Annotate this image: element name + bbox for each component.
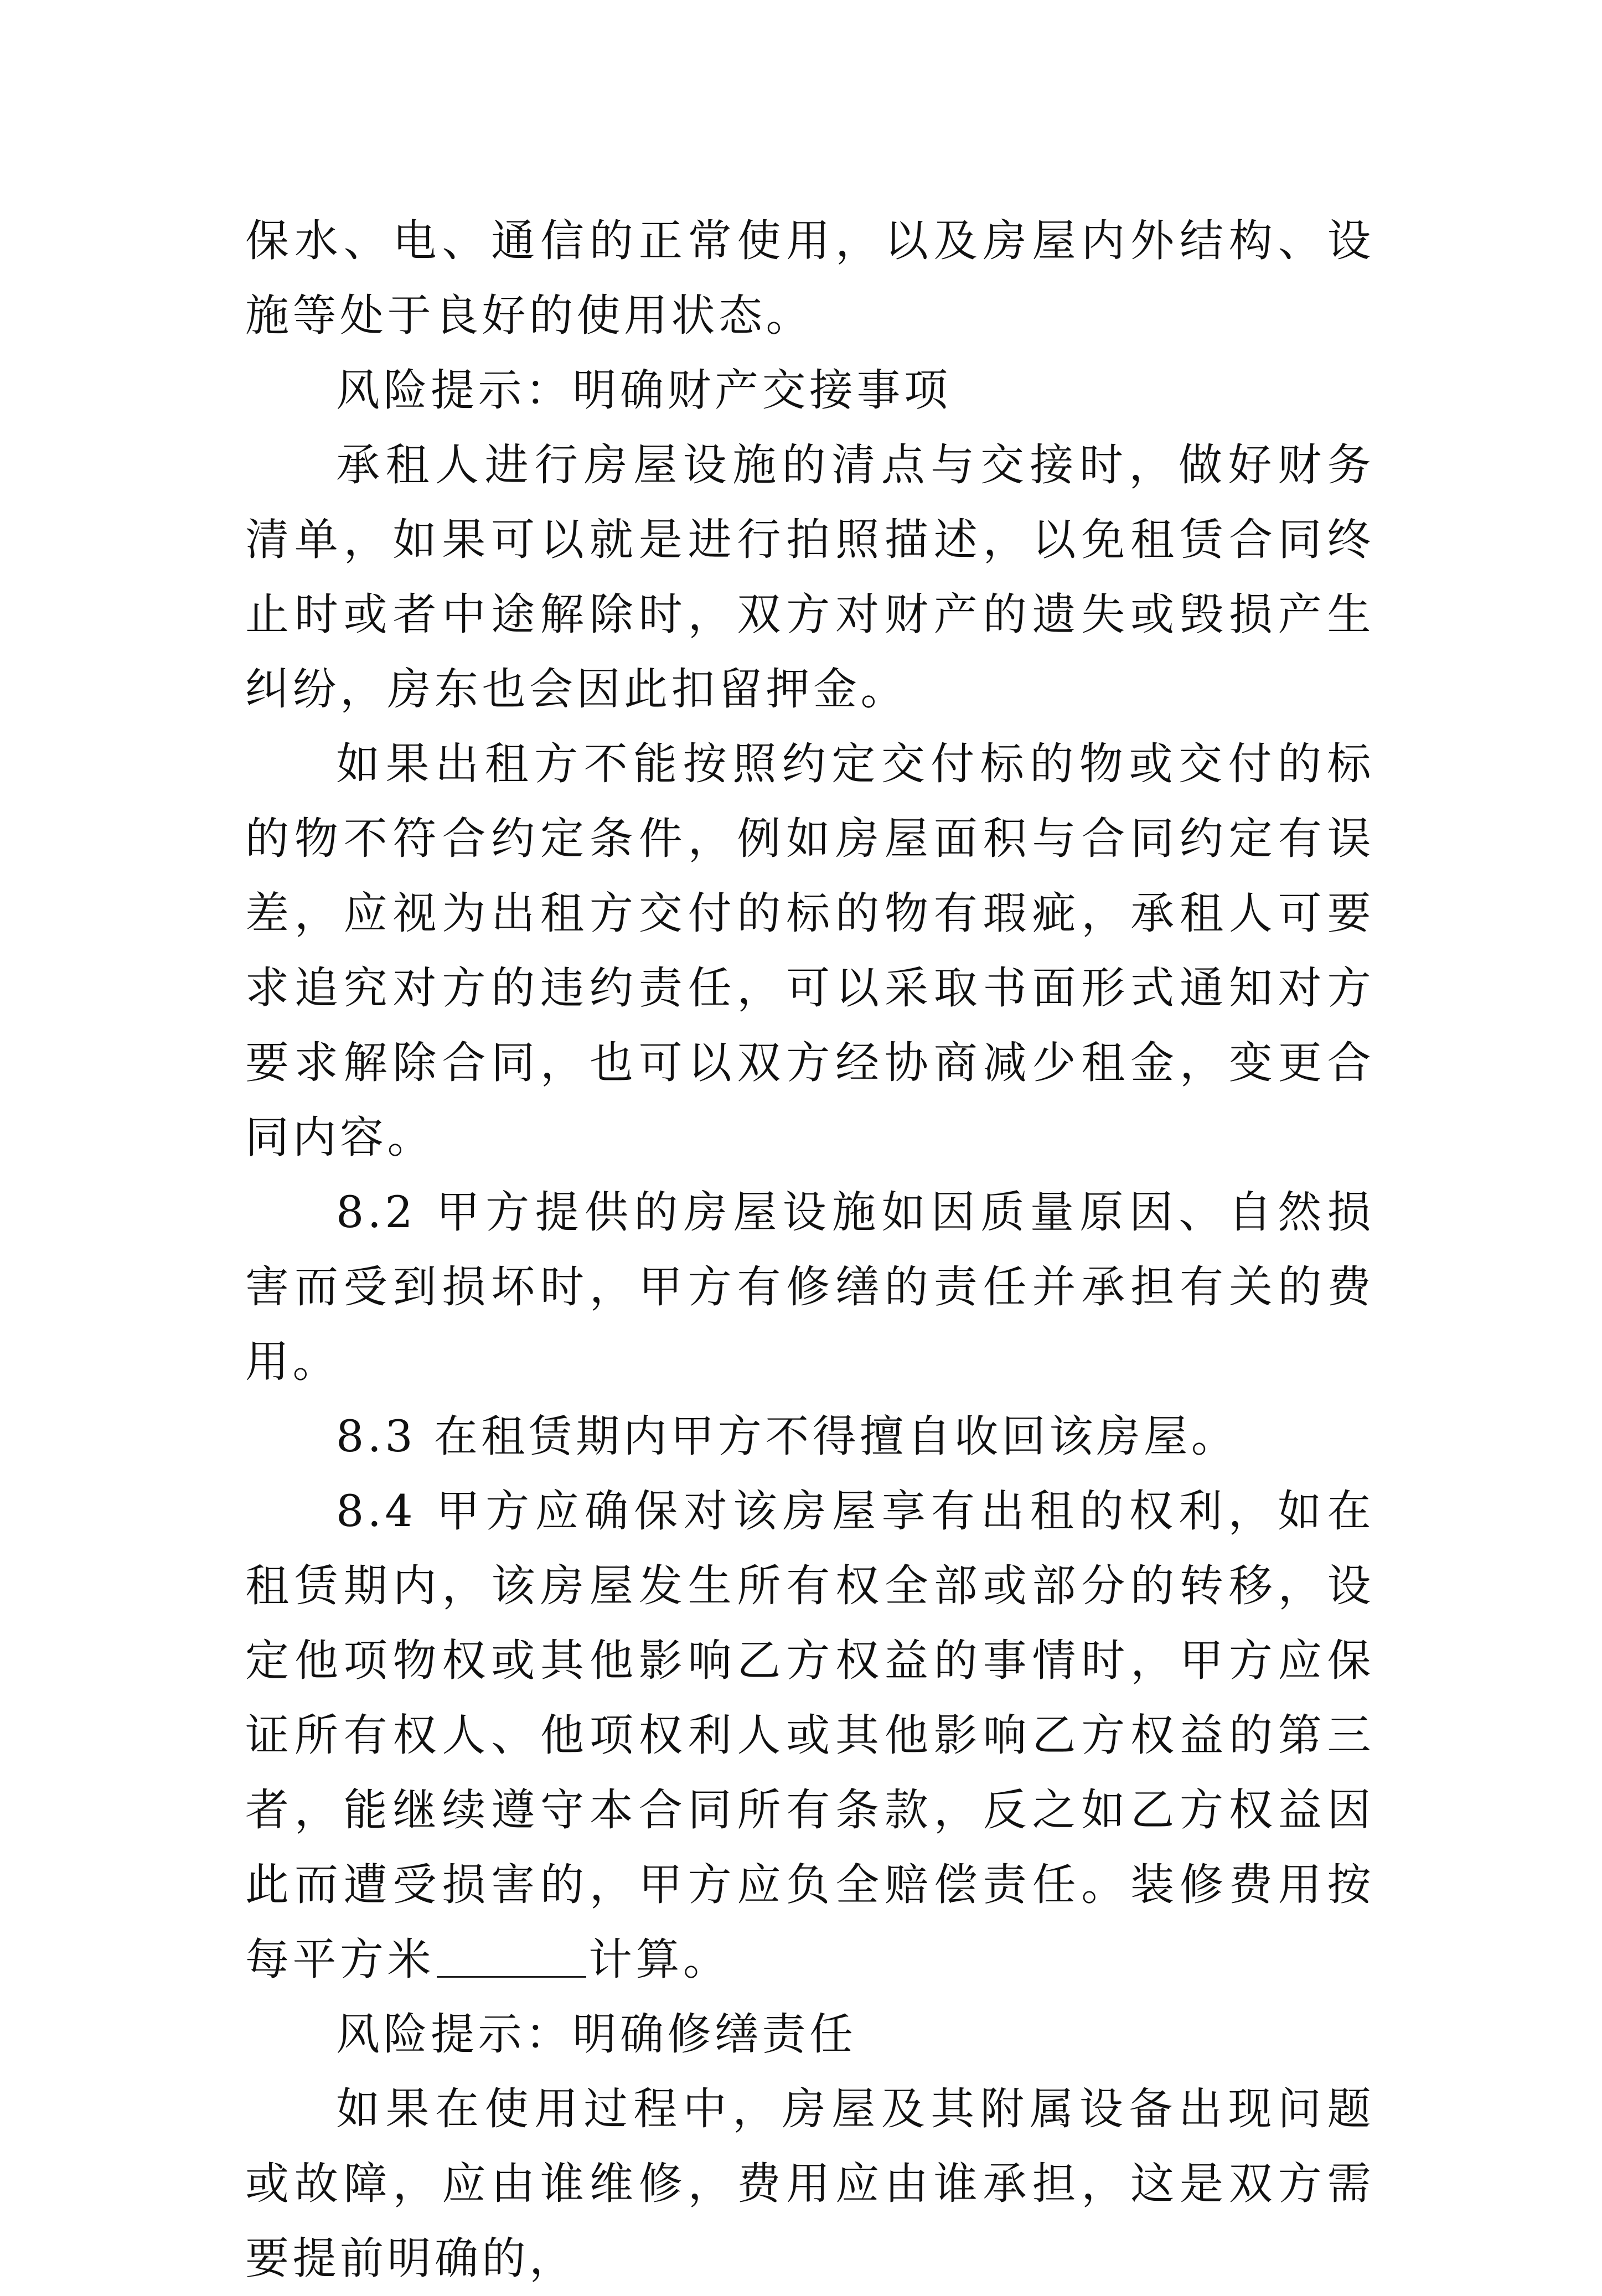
risk-tip-heading-property-handover: 风险提示：明确财产交接事项 <box>336 365 952 416</box>
paragraph-continuation: 保水、电、通信的正常使用，以及房屋内外结构、设施等处于良好的使用状态。 <box>245 215 1374 341</box>
clause-8-4-text: 8.4 甲方应确保对该房屋享有出租的权利，如在租赁期内，该房屋发生所有权全部或部分的转移，设定他项物权或其他影响乙方权益的事情时，甲方应保证所有权人、他项权利人或其他影响乙方权益的第三者，能继续遵守本合同所有条款，反之如乙方权益因此而遭受损害的，甲方应负全赔偿责任。装修费用按每平方米 <box>245 1486 1374 1985</box>
document-body <box>245 204 1374 2296</box>
clause-8-4-text-end: 计算。 <box>588 1934 731 1985</box>
clause-8-3: 8.3 在租赁期内甲方不得擅自收回该房屋。 <box>336 1411 1239 1462</box>
paragraph-handover-inventory: 承租人进行房屋设施的清点与交接时，做好财务清单，如果可以就是进行拍照描述，以免租赁合同终止时或者中途解除时，双方对财产的遗失或毁损产生纠纷，房东也会因此扣留押金。 <box>245 439 1374 715</box>
paragraph-repair-responsibility: 如果在使用过程中，房屋及其附属设备出现问题或故障，应由谁维修，费用应由谁承担，这是双方需要提前明确的， <box>245 2083 1374 2284</box>
paragraph-lessor-default: 如果出租方不能按照约定交付标的物或交付的标的物不符合约定条件，例如房屋面积与合同约定有误差，应视为出租方交付的标的物有瑕疵，承租人可要求追究对方的违约责任，可以采取书面形式通知对方要求解除合同，也可以双方经协商减少租金，变更合同内容。 <box>245 738 1374 1163</box>
risk-tip-heading-repair: 风险提示：明确修缮责任 <box>336 2009 857 2060</box>
fill-in-blank-line <box>437 1937 586 1978</box>
clause-8-2: 8.2 甲方提供的房屋设施如因质量原因、自然损害而受到损坏时，甲方有修缮的责任并承担有关的费用。 <box>245 1187 1374 1387</box>
clause-8-4 <box>245 1474 1374 1997</box>
